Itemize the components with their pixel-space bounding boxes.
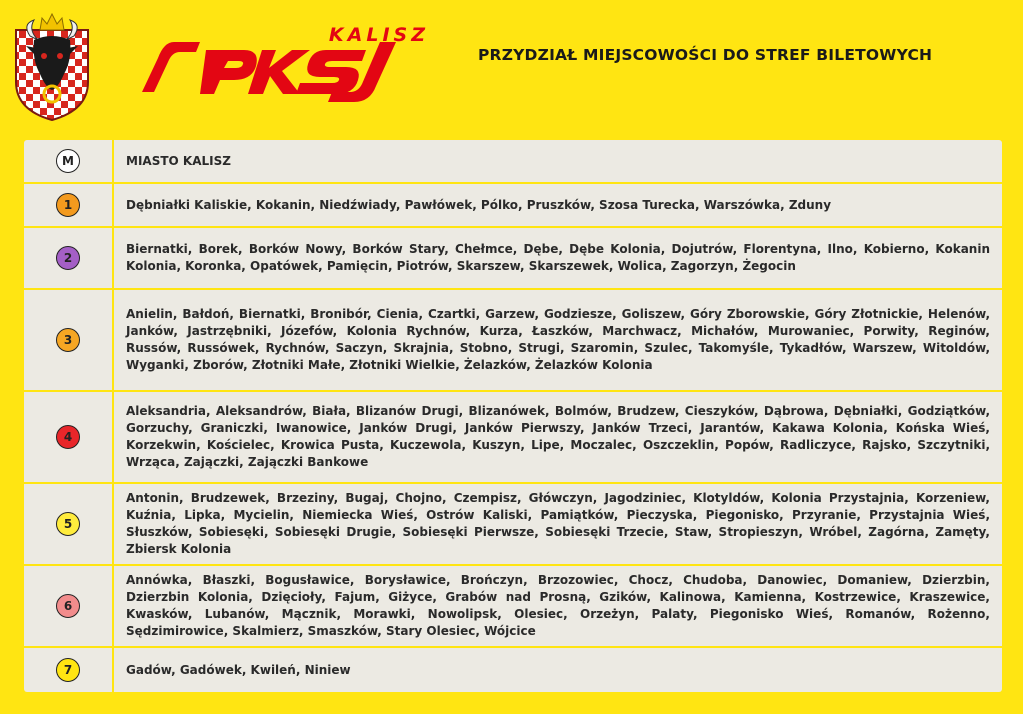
zone-towns-list: MIASTO KALISZ bbox=[126, 153, 231, 168]
zone-badge-cell bbox=[24, 484, 114, 564]
zone-row bbox=[24, 184, 1002, 228]
zone-towns-list: Antonin, Brudzewek, Brzeziny, Bugaj, Chojno, Czempisz, Główczyn, Jagodziniec, Klotyldów, Kolonia Przystajnia, Korzeniew, Kuźnia, Lipka, Mycielin, Niemiecka Wieś, Ostrów Kaliski, Pamiątków, Pieczyska, Piegonisko, Przyranie, Przystajnia Wieś, Słuszków, Sobiesęki, Sobiesęki Drugie, Sobiesęki Pierwsze, Sobiesęki Trzecie, Staw, Stropieszyn, Wróbel, Zagórna, Zamęty, Zbiersk Kolonia bbox=[126, 491, 990, 556]
zone-badge: 2 bbox=[56, 246, 80, 270]
zone-badge-cell bbox=[24, 140, 114, 182]
zone-towns-list: Biernatki, Borek, Borków Nowy, Borków Stary, Chełmce, Dębe, Dębe Kolonia, Dojutrów, Florentyna, Ilno, Kobierno, Kokanin Kolonia, Koronka, Opatówek, Pamięcin, Piotrów, Skarszew, Skarszewek, Wolica, Zagorzyn, Żegocin bbox=[126, 242, 990, 273]
zone-badge: 6 bbox=[56, 594, 80, 618]
zone-badge: M bbox=[56, 149, 80, 173]
zone-towns-list: Gadów, Gadówek, Kwileń, Niniew bbox=[126, 662, 351, 677]
zone-row bbox=[24, 228, 1002, 290]
zone-row bbox=[24, 392, 1002, 484]
zone-badge: 1 bbox=[56, 193, 80, 217]
zone-row bbox=[24, 140, 1002, 184]
zone-row bbox=[24, 566, 1002, 648]
zone-towns-list: Anielin, Bałdoń, Biernatki, Bronibór, Cienia, Czartki, Garzew, Godzieszе, Goliszew, Góry Zborowskie, Góry Złotnickie, Helenów, Janków, Jastrzębniki, Józefów, Kolonia Rychnów, Kurza, Łaszków, Marchwacz, Michałów, Murowaniec, Porwity, Reginów, Russów, Russówek, Rychnów, Saczyn, Skrajnia, Stobno, Strugi, Szaromin, Szulec, Takomyśle, Tykadłów, Warszew, Witoldów, Wyganki, Zborów, Złotniki Małe, Złotniki Wielkie, Żelazków, Żelazków Kolonia bbox=[126, 307, 990, 372]
zone-badge-cell bbox=[24, 184, 114, 226]
zone-row bbox=[24, 484, 1002, 566]
zone-badge: 3 bbox=[56, 328, 80, 352]
city-crest-icon bbox=[12, 10, 92, 122]
zone-badge-cell bbox=[24, 290, 114, 390]
logo-city-text: KALISZ bbox=[328, 24, 429, 46]
pks-logo bbox=[140, 20, 435, 110]
zones-table bbox=[24, 140, 1002, 692]
zone-towns-list: Dębniałki Kaliskie, Kokanin, Niedźwiady, Pawłówek, Pólko, Pruszków, Szosa Turecka, Warszówka, Zduny bbox=[126, 197, 832, 212]
zone-badge: 4 bbox=[56, 425, 80, 449]
zone-row bbox=[24, 648, 1002, 692]
zone-row bbox=[24, 290, 1002, 392]
page-title: PRZYDZIAŁ MIEJSCOWOŚCI DO STREF BILETOWYCH bbox=[478, 46, 933, 64]
zone-badge: 7 bbox=[56, 658, 80, 682]
zone-badge-cell bbox=[24, 392, 114, 482]
zone-badge: 5 bbox=[56, 512, 80, 536]
zone-badge-cell bbox=[24, 648, 114, 692]
zone-badge-cell bbox=[24, 566, 114, 646]
zone-towns-list: Aleksandria, Aleksandrów, Biała, Blizanów Drugi, Blizanówek, Bolmów, Brudzew, Cieszyków, Dąbrowa, Dębniałki, Godziątków, Gorzuchy, Graniczki, Iwanowice, Janków Drugi, Janków Pierwszy, Janków Trzeci, Jarantów, Kakawa Kolonia, Końska Wieś, Korzekwin, Kościelec, Krowica Pusta, Kuczewola, Kuszyn, Lipe, Moczalec, Oszczeklin, Popów, Radliczyce, Rajsko, Szczytniki, Wrząca, Zajączki, Zajączki Bankowe bbox=[126, 404, 990, 469]
zone-badge-cell bbox=[24, 228, 114, 288]
zone-towns-list: Annówka, Błaszki, Bogusławice, Borysławice, Brończyn, Brzozowiec, Chocz, Chudoba, Danowiec, Domaniew, Dzierzbin, Dzierzbin Kolonia, Dzięcioły, Fajum, Giżyce, Grabów nad Prosną, Gzików, Kalinowa, Kamienna, Kostrzewice, Kraszewice, Kwasków, Lubanów, Mącznik, Morawki, Nowolipsk, Olesiec, Orzeżyn, Palaty, Piegonisko Wieś, Romanów, Rożenno, Sędzimirowice, Skalmierz, Smaszków, Stary Olesiec, Wójcice bbox=[126, 573, 990, 638]
header bbox=[0, 0, 1023, 130]
